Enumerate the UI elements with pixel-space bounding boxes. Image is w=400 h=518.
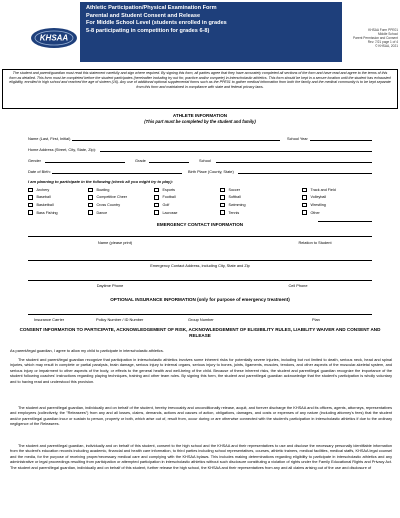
sports-column-4: [220, 186, 246, 216]
sport-checkbox-cross-country[interactable]: Cross Country: [88, 201, 127, 209]
intro-notice: The student and parent/guardian must read this statement carefully and sign where required. By signing this form, all parties agree that they have accurately completed all sections of the form and have read and agree to the terms of this form as detailed. This form must be completed before the student participates (hereinafter including try out for, practice and/or compete) in interscholastic athletics. This form should be kept in a secure location until the student has exhausted eligibility, enrolled in high school and reached the age of sixteen (16). Any use of additional optional supplemental forms such as the PPE01 to gather medical information from both the family and the medical community is to be kept separate from this form and maintained in compliance with state and federal privacy laws.: [2, 69, 398, 109]
sport-checkbox-soccer[interactable]: Soccer: [220, 186, 246, 194]
checkbox-icon: [302, 188, 307, 193]
grade-field[interactable]: [149, 162, 189, 163]
consent-paragraph-disclosure: The student and parent/legal guardian, individually and on behalf of this student, consent to the high school and the KHSAA and their representatives to use and disclose the necessary personally identifiable information from the student's education records including academic, financial and health care information, to third parties including school representatives, courses, athletic trainers, medical facilities, medical staffs, KHSAA legal counsel and the media, for the purpose of receiving proper/necessary medical care and complying with the KHSAA bylaws. This includes making determinations regarding eligibility to participate in interscholastic athletics and any administrative or legal proceedings resulting from participation or attempted participation in interscholastic athletics without such disclosure constituting a violation of rights under the Family Educational Rights and Privacy Act. The student and parent/legal guardian, individually and on behalf of this student, further release the high school, the KHSAA and their representatives from any and all claims arising out of the use and disclosure of: [10, 444, 392, 470]
dob-field[interactable]: [52, 173, 182, 174]
sports-column-3: [154, 186, 177, 216]
checkbox-icon: [88, 188, 93, 193]
sports-column-1: [28, 186, 58, 216]
checkbox-icon: [28, 203, 33, 208]
birthplace-label: Birth Place (County, State): [188, 169, 234, 174]
logo-text: KHSAA: [39, 33, 69, 43]
sport-checkbox-softball[interactable]: Softball: [220, 194, 246, 202]
insurance-fields[interactable]: [28, 314, 372, 315]
checkbox-icon: [28, 195, 33, 200]
sport-checkbox-wrestling[interactable]: Wrestling: [302, 201, 336, 209]
form-id-line: Middle School: [377, 32, 398, 37]
sport-checkbox-golf[interactable]: Golf: [154, 201, 177, 209]
sport-checkbox-track-and-field[interactable]: Track and Field: [302, 186, 336, 194]
checkbox-icon: [220, 210, 225, 215]
checkbox-icon: [220, 195, 225, 200]
sport-checkbox-other[interactable]: Other: [302, 209, 336, 217]
sports-prompt: I am planning to participate in the following (check all you might try to play):: [28, 179, 173, 184]
form-id-line: Parent Permission and Consent: [352, 36, 398, 41]
checkbox-icon: [154, 203, 159, 208]
form-title-line: Athletic Participation/Physical Examination Form: [86, 5, 217, 11]
form-title-line: For Middle School Level (students enrolled in grades: [86, 20, 227, 27]
school-label: School: [199, 158, 211, 163]
sports-column-5: [302, 186, 336, 216]
school-field[interactable]: [216, 162, 372, 163]
checkbox-icon: [154, 188, 159, 193]
checkbox-icon: [88, 210, 93, 215]
form-title-line: 5-8 participating in competition for grades 6-8): [86, 27, 210, 34]
sport-checkbox-baseball[interactable]: Baseball: [28, 194, 58, 202]
sport-checkbox-football[interactable]: Football: [154, 194, 177, 202]
sport-checkbox-bass-fishing[interactable]: Bass Fishing: [28, 209, 58, 217]
sport-checkbox-archery[interactable]: Archery: [28, 186, 58, 194]
policy-number-label: Policy Number / ID Number: [96, 317, 144, 322]
cell-phone-label: Cell Phone: [288, 283, 308, 288]
athlete-info-subheading: (This part must be completed by the student and family): [144, 119, 256, 124]
form-id-line: © KHSAA, 2021: [375, 44, 398, 49]
sports-column-2: [88, 186, 127, 216]
sport-checkbox-esports[interactable]: Esports: [154, 186, 177, 194]
school-year-field[interactable]: [310, 140, 372, 141]
relation-label: Relation to Student: [298, 240, 332, 245]
plan-label: Plan: [312, 317, 320, 322]
insurance-carrier-label: Insurance Carrier: [34, 317, 65, 322]
sport-checkbox-bowling[interactable]: Bowling: [88, 186, 127, 194]
name-field[interactable]: [72, 140, 280, 141]
sport-checkbox-dance[interactable]: Dance: [88, 209, 127, 217]
school-year-label: School Year: [287, 136, 308, 141]
gender-label: Gender: [28, 158, 41, 163]
emergency-name-label: Name (please print): [97, 240, 133, 245]
athlete-info-heading: ATHLETE INFORMATION: [172, 113, 228, 118]
consent-title: CONSENT INFORMATION TO PARTICIPATE, ACKNOWLEDGEMENT OF RISK, ACKNOWLEDGEMENT OF ELIGIBILITY RULES, LIABILITY WAIVER AND CONSENT AND RELEASE: [19, 327, 381, 338]
sport-checkbox-lacrosse[interactable]: Lacrosse: [154, 209, 177, 217]
dob-label: Date of Birth:: [28, 169, 51, 174]
checkbox-icon: [302, 195, 307, 200]
checkbox-icon: [154, 195, 159, 200]
emergency-name-field[interactable]: [28, 236, 372, 237]
form-id-line: KHSAA Form PPE01: [368, 28, 398, 32]
sport-checkbox-tennis[interactable]: Tennis: [220, 209, 246, 217]
consent-paragraph-risk: The student and parent/legal guardian recognize that participation in interscholastic athletics involves some inherent risks for potentially severe injuries, including but not limited to death, serious neck, head and spinal injuries, which may result in complete or partial paralysis, brain damage, serious injury to internal organs, serious injury to bones, joints, ligaments, muscles, tendons, and other aspects of the muscular-skeletal system, and serious injury or impairment to other aspects of the body, or effects to the general health and well-being of the child. Because of these inherent risks, the student and parent/legal guardian recognize the importance of the student following coaches' instructions regarding playing techniques, training and other team rules. By signing this form, the student and parent/legal guardian acknowledge that the student's participation is wholly voluntary and to having read and understood this provision.: [10, 358, 392, 384]
form-title-line: Parental and Student Consent and Release: [86, 12, 201, 19]
khsaa-logo: [30, 26, 78, 50]
checkbox-icon: [302, 210, 307, 215]
form-id-block: [346, 28, 398, 48]
sport-checkbox-competitive-cheer[interactable]: Competitive Cheer: [88, 194, 127, 202]
gender-field[interactable]: [45, 162, 125, 163]
emergency-phone-field[interactable]: [28, 280, 372, 281]
checkbox-icon: [88, 203, 93, 208]
group-number-label: Group Number: [188, 317, 214, 322]
grade-label: Grade: [135, 158, 146, 163]
checkbox-icon: [28, 210, 33, 215]
checkbox-icon: [220, 203, 225, 208]
address-label: Home Address (Street, City, State, Zip):: [28, 147, 97, 152]
emergency-address-field[interactable]: [28, 260, 372, 261]
address-field[interactable]: [100, 151, 372, 152]
checkbox-icon: [154, 210, 159, 215]
form-title-band: [80, 2, 342, 62]
sport-checkbox-swimming[interactable]: Swimming: [220, 201, 246, 209]
emergency-heading: EMERGENCY CONTACT INFORMATION: [156, 222, 244, 227]
checkbox-icon: [88, 195, 93, 200]
birthplace-field[interactable]: [238, 173, 372, 174]
emergency-address-label: Emergency Contact Address, including City, State and Zip: [150, 263, 250, 268]
checkbox-icon: [28, 188, 33, 193]
sport-checkbox-volleyball[interactable]: Volleyball: [302, 194, 336, 202]
consent-intro: As parent/legal guardian, I agree to allow my child to participate in interscholastic athletics.: [10, 349, 164, 353]
sport-checkbox-basketball[interactable]: Basketball: [28, 201, 58, 209]
daytime-phone-label: Daytime Phone: [96, 283, 124, 288]
form-id-line: Rev. 7/21 page 1 of 4: [367, 40, 398, 45]
checkbox-icon: [220, 188, 225, 193]
insurance-heading: OPTIONAL INSURANCE INFORMATION (only for purpose of emergency treatment): [110, 297, 290, 302]
checkbox-icon: [302, 203, 307, 208]
name-label: Name (Last, First, Initial): [28, 136, 71, 141]
consent-paragraph-release: The student and parent/legal guardian, individually and on behalf of the student, hereby irrevocably and unconditionally release, acquit, and forever discharge the KHSAA and its officers, agents, attorneys, representatives and employees (collectively, the "Releasees") from any and all losses, claims, demands, actions and causes of action, obligations, damages, and costs or expenses of any nature (including attorney's fees) that the student and/or parent/legal guardian incur or sustain to person, property or both, which arise out of, result from, occur during or are otherwise connected with the student's participation in interscholastic athletics if due to the ordinary negligence of the Releasees.: [10, 406, 392, 427]
